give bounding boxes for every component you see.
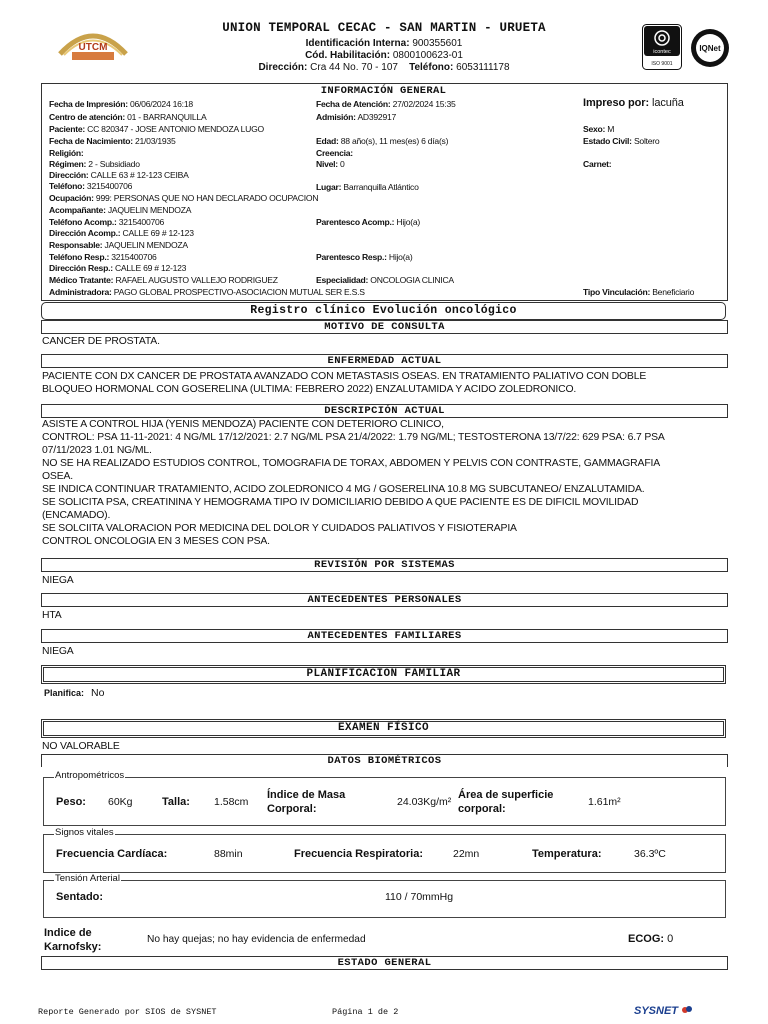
antropometricos-box <box>43 777 726 826</box>
print-date: Fecha de Impresión: 06/06/2024 16:18 <box>49 99 193 109</box>
dir-value: Cra 44 No. 70 - 107 <box>310 62 398 73</box>
tel-value: 6053111178 <box>456 62 510 73</box>
sysnet-text: SYSNET <box>634 1005 679 1017</box>
iso-text: ISO 9001 <box>651 61 673 67</box>
responsible-phone: Teléfono Resp.: 3215400706 <box>49 252 157 262</box>
sentado-value: 110 / 70mmHg <box>385 891 454 903</box>
printed-by: Impreso por: lacuña <box>583 97 684 109</box>
icontec-text: icontec <box>653 49 671 55</box>
age: Edad: 88 año(s), 11 mes(es) 6 día(s) <box>316 136 449 146</box>
companion-address: Dirección Acomp.: CALLE 69 # 12-123 <box>49 228 194 238</box>
birth-date: Fecha de Nacimiento: 21/03/1935 <box>49 136 176 146</box>
sentado-label: Sentado: <box>56 891 104 903</box>
descripcion-line: SE SOLICITA PSA, CREATININA Y HEMOGRAMA TIPO IV DOMICILIARIO DEBIDO A QUE PACIENTE ES DE DIFICIL MOVILIDAD <box>42 497 639 508</box>
descripcion-line: (ENCAMADO). <box>42 510 111 521</box>
descripcion-text <box>42 418 732 548</box>
fr-value: 22mn <box>453 848 480 860</box>
sex: Sexo: M <box>583 124 615 134</box>
talla-value: 1.58cm <box>214 796 249 808</box>
descripcion-line: OSEA. <box>42 471 74 482</box>
record-title: Registro clínico Evolución oncológico <box>250 304 517 317</box>
institution-title: UNION TEMPORAL CECAC - SAN MARTIN - URUETA <box>222 21 546 35</box>
section-revision: REVISIÓN POR SISTEMAS <box>41 558 728 572</box>
logo-text: UTCM <box>78 42 108 53</box>
general-info-title: INFORMACIÓN GENERAL <box>320 85 447 97</box>
antecedentes-familiares-text: NIEGA <box>42 646 74 657</box>
dir-label: Dirección: <box>258 62 308 73</box>
area-label: Área de superficie corporal: <box>458 789 554 815</box>
area-value: 1.61m² <box>588 796 621 808</box>
enfermedad-line: PACIENTE CON DX CANCER DE PROSTATA AVANZADO CON METASTASIS OSEAS. EN TRATAMIENTO PALIATIVO CON DOBLE <box>42 371 647 382</box>
place: Lugar: Barranquilla Atlántico <box>316 182 419 192</box>
descripcion-line: NO SE HA REALIZADO ESTUDIOS CONTROL, TOMOGRAFIA DE TORAX, ABDOMEN Y PELVIS CON CONTRASTE, GAMMAGRAFIA <box>42 458 661 469</box>
section-descripcion: DESCRIPCIÓN ACTUAL <box>41 404 728 418</box>
talla-label: Talla: <box>162 796 190 808</box>
ecog: ECOG: 0 <box>628 933 674 945</box>
regime: Régimen: 2 - Subsidiado <box>49 159 140 169</box>
link-type: Tipo Vinculación: Beneficiario <box>583 287 695 297</box>
fc-label: Frecuencia Cardíaca: <box>56 848 168 860</box>
imc-value: 24.03Kg/m² <box>397 796 452 808</box>
responsible-relationship: Parentesco Resp.: Hijo(a) <box>316 252 413 262</box>
motivo-text: CANCER DE PROSTATA. <box>42 336 160 347</box>
belief: Creencia: <box>316 148 353 158</box>
hab-label: Cód. Habilitación: <box>305 50 391 61</box>
descripcion-line: 07/11/2023 1.01 NG/ML. <box>42 445 152 456</box>
attention-date: Fecha de Atención: 27/02/2024 15:35 <box>316 99 456 109</box>
section-antecedentes-familiares: ANTECEDENTES FAMILIARES <box>41 629 728 643</box>
responsible: Responsable: JAQUELIN MENDOZA <box>49 240 188 250</box>
antropometricos-legend: Antropométricos <box>55 770 125 781</box>
section-enfermedad: ENFERMEDAD ACTUAL <box>41 354 728 368</box>
iqnet-logo <box>690 28 730 68</box>
footer-generated: Reporte Generado por SIOS de SYSNET <box>38 1007 217 1017</box>
sysnet-logo <box>634 1005 693 1017</box>
level: Nivel: 0 <box>316 159 345 169</box>
id-label: Identificación Interna: <box>305 38 410 49</box>
phone: Teléfono: 3215400706 <box>49 181 133 191</box>
specialty: Especialidad: ONCOLOGIA CLINICA <box>316 275 454 285</box>
sysnet-mark-icon <box>681 1005 693 1015</box>
planifica-label: Planifica: <box>44 688 85 698</box>
fr-label: Frecuencia Respiratoria: <box>294 848 423 860</box>
planifica-value: No <box>91 687 105 699</box>
section-examen <box>41 719 726 738</box>
examen-title: EXAMEN FÍSICO <box>43 721 724 736</box>
occupation: Ocupación: 999: PERSONAS QUE NO HAN DECLARADO OCUPACION <box>49 193 319 203</box>
companion-relationship: Parentesco Acomp.: Hijo(a) <box>316 217 420 227</box>
imc-label: Índice de Masa Corporal: <box>267 789 346 815</box>
karnofsky-value: No hay quejas; no hay evidencia de enfermedad <box>147 934 366 945</box>
fc-value: 88min <box>214 848 243 860</box>
descripcion-line: SE INDICA CONTINUAR TRATAMIENTO, ACIDO ZOLEDRONICO 4 MG / GOSERELINA 10.8 MG SUBCUTANEO/ ENZALUTAMIDA. <box>42 484 645 495</box>
peso-label: Peso: <box>56 796 86 808</box>
responsible-address: Dirección Resp.: CALLE 69 # 12-123 <box>49 263 187 273</box>
religion: Religión: <box>49 148 84 158</box>
section-estado-general: ESTADO GENERAL <box>41 956 728 970</box>
revision-text: NIEGA <box>42 575 74 586</box>
descripcion-line: ASISTE A CONTROL HIJA (YENIS MENDOZA) PACIENTE CON DETERIORO CLINICO, <box>42 419 444 430</box>
footer-page: Página 1 de 2 <box>332 1007 399 1017</box>
temp-value: 36.3ºC <box>634 848 666 860</box>
section-motivo: MOTIVO DE CONSULTA <box>41 320 728 334</box>
antecedentes-personales-text: HTA <box>42 610 62 621</box>
tel-label: Teléfono: <box>409 62 454 73</box>
record-title-box <box>41 302 726 320</box>
hab-value: 0800100623-01 <box>392 50 463 61</box>
civil-status: Estado Civil: Soltero <box>583 136 660 146</box>
card: Carnet: <box>583 159 612 169</box>
id-value: 900355601 <box>412 38 463 49</box>
descripcion-line: CONTROL: PSA 11-11-2021: 4 NG/ML 17/12/2021: 2.7 NG/ML PSA 21/4/2022: 1.79 NG/ML; TESTOSTERONA 13/7/22: 629 PSA: 6.7 PSA <box>42 432 665 443</box>
planificacion-title: PLANIFICACION FAMILIAR <box>43 667 724 682</box>
karnofsky-label: Indice de Karnofsky: <box>44 927 102 953</box>
section-biometricos: DATOS BIOMÉTRICOS <box>41 754 728 767</box>
temp-label: Temperatura: <box>532 848 602 860</box>
iqnet-text: IQNet <box>699 44 721 53</box>
enfermedad-line: BLOQUEO HORMONAL CON GOSERELINA (ULTIMA: FEBRERO 2022) ENZALUTAMIDA Y ACIDO ZOLEDRONICO. <box>42 384 577 395</box>
descripcion-line: CONTROL ONCOLOGIA EN 3 MESES CON PSA. <box>42 536 270 547</box>
administrator: Administradora: PAGO GLOBAL PROSPECTIVO-ASOCIACION MUTUAL SER E.S.S <box>49 287 365 297</box>
section-planificacion <box>41 665 726 684</box>
patient: Paciente: CC 820347 - JOSE ANTONIO MENDOZA LUGO <box>49 124 264 134</box>
address: Dirección: CALLE 63 # 12-123 CEIBA <box>49 170 189 180</box>
descripcion-line: SE SOLCIITA VALORACION POR MEDICINA DEL DOLOR Y CUIDADOS PALIATIVOS Y FISIOTERAPIA <box>42 523 517 534</box>
examen-text: NO VALORABLE <box>42 741 120 752</box>
admission: Admisión: AD392917 <box>316 112 397 122</box>
peso-value: 60Kg <box>108 796 133 808</box>
treating-physician: Médico Tratante: RAFAEL AUGUSTO VALLEJO RODRIGUEZ <box>49 275 278 285</box>
tension-legend: Tensión Arterial <box>55 873 120 884</box>
enfermedad-text <box>42 370 732 396</box>
companion-phone: Teléfono Acomp.: 3215400706 <box>49 217 165 227</box>
icontec-logo <box>642 24 682 70</box>
signos-legend: Signos vitales <box>55 827 114 838</box>
section-antecedentes-personales: ANTECEDENTES PERSONALES <box>41 593 728 607</box>
care-center: Centro de atención: 01 - BARRANQUILLA <box>49 112 207 122</box>
companion: Acompañante: JAQUELIN MENDOZA <box>49 205 192 215</box>
